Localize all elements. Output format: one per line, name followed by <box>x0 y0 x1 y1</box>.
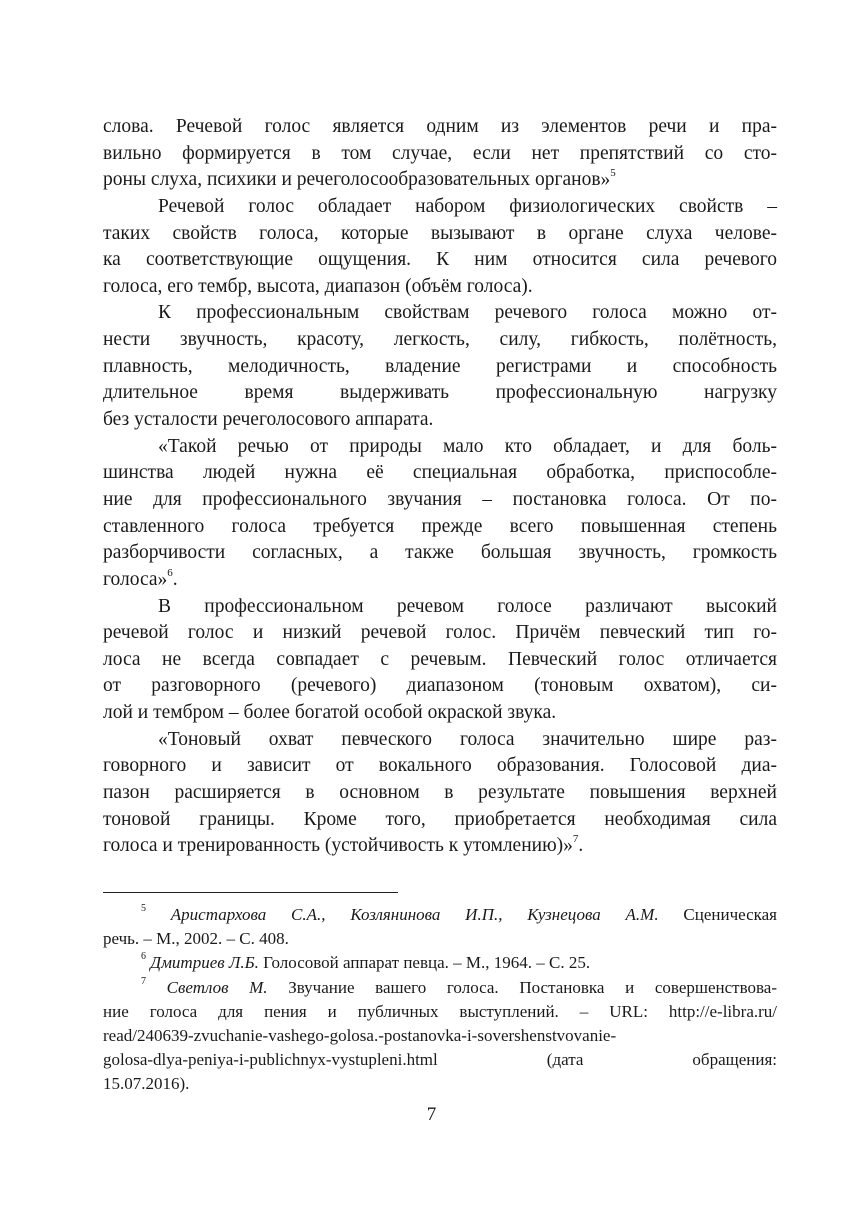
line-text: голоса, его тембр, высота, диапазон (объём голоса). <box>103 275 533 297</box>
text-line <box>103 1000 777 1024</box>
text-line <box>103 114 777 141</box>
line-text: ставленного голоса требуется прежде всего повышенная степень <box>103 515 777 537</box>
footnote-author: Дмитриев Л.Б. <box>150 953 259 973</box>
body-text <box>103 114 777 860</box>
line-text: шинства людей нужна её специальная обработка, приспособле- <box>103 462 777 484</box>
line-text: слова. Речевой голос является одним из элементов речи и пра- <box>103 116 777 137</box>
text-line <box>103 903 777 927</box>
line-text: 15.07.2016). <box>103 1074 190 1094</box>
text-line <box>103 673 777 700</box>
line-text: Сценическая <box>658 905 777 924</box>
text-line <box>103 927 777 951</box>
line-text: без усталости речеголосового аппарата. <box>103 409 434 431</box>
line-text: В профессиональном речевом голосе различают высокий <box>158 595 777 617</box>
text-line <box>103 780 777 807</box>
footnote-reference: 7 <box>572 833 579 846</box>
footnote <box>103 951 777 975</box>
line-text: лой и тембром – более богатой особой окраской звука. <box>103 702 557 724</box>
text-line <box>103 594 777 621</box>
line-text: длительное время выдерживать профессиональную нагрузку <box>103 382 777 404</box>
line-text: Звучание вашего голоса. Постановка и совершенствова- <box>267 977 777 997</box>
text-line <box>103 1048 777 1072</box>
line-text: голоса и тренированность (устойчивость к утомлению)» <box>103 835 573 857</box>
text-line <box>103 247 777 274</box>
line-text: тоновой границы. Кроме того, приобретается необходимая сила <box>103 808 777 830</box>
footnote-marker: 7 <box>141 975 146 987</box>
line-text: К профессиональным свойствам речевого голоса можно от- <box>158 302 777 324</box>
line-text: роны слуха, психики и речеголосообразовательных органов» <box>103 169 611 191</box>
text-line <box>103 434 777 461</box>
text-line <box>103 647 777 674</box>
line-text: golosa-dlya-peniya-i-publichnyx-vystupleni.html (дата обращения: <box>103 1050 777 1070</box>
text-line <box>103 567 777 594</box>
line-text: речевой голос и низкий речевой голос. Причём певческий тип го- <box>103 622 777 644</box>
footnote-marker: 6 <box>141 951 146 963</box>
punctuation: . <box>172 568 178 590</box>
line-text: нести звучность, красоту, легкость, силу, гибкость, полётность, <box>103 329 777 351</box>
line-text: лоса не всегда совпадает с речевым. Певческий голос отличается <box>103 648 777 670</box>
line-text: ние для профессионального звучания – постановка голоса. От по- <box>103 488 777 510</box>
line-text: пазон расширяется в основном в результате повышения верхней <box>103 782 777 804</box>
paragraph <box>103 434 777 594</box>
text-line <box>103 487 777 514</box>
line-text: разборчивости согласных, а также большая звучность, громкость <box>103 542 777 564</box>
text-line <box>103 514 777 541</box>
text-line <box>103 354 777 381</box>
footnote-reference: 6 <box>167 566 173 579</box>
text-line <box>103 620 777 647</box>
line-text: «Тоновый охват певческого голоса значительно шире раз- <box>158 728 777 750</box>
footnote-author: Светлов М. <box>166 977 268 997</box>
text-line <box>103 194 777 221</box>
text-line <box>103 727 777 754</box>
line-text: ние голоса для пения и публичных выступлений. – URL: http://e-libra.ru/ <box>103 1001 777 1021</box>
footnote-separator <box>103 892 398 893</box>
footnote <box>103 903 777 951</box>
line-text: таких свойств голоса, которые вызывают в органе слуха челове- <box>103 222 777 244</box>
text-line <box>103 407 777 434</box>
line-text: от разговорного (речевого) диапазоном (тоновым охватом), си- <box>103 675 777 697</box>
text-line <box>103 976 777 1000</box>
text-line <box>103 753 777 780</box>
footnote-marker: 5 <box>141 903 146 914</box>
footnote-reference: 5 <box>610 167 616 180</box>
text-line <box>103 540 777 567</box>
text-line <box>103 460 777 487</box>
text-line <box>103 274 777 301</box>
line-text: говорного и зависит от вокального образования. Голосовой диа- <box>103 755 777 777</box>
line-text: «Такой речью от природы мало кто обладает, и для боль- <box>158 435 777 457</box>
paragraph <box>103 727 777 860</box>
footnotes <box>103 903 777 1097</box>
paragraph <box>103 114 777 194</box>
text-line <box>103 807 777 834</box>
page-number: 7 <box>426 1104 437 1125</box>
line-text: вильно формируется в том случае, если нет препятствий со сто- <box>103 142 777 164</box>
text-line <box>103 221 777 248</box>
text-line <box>103 951 777 975</box>
punctuation: . <box>578 835 584 857</box>
line-text: ка соответствующие ощущения. К ним относится сила речевого <box>103 249 777 271</box>
text-line <box>103 1024 777 1048</box>
footnote-author: Аристархова С.А., Козлянинова И.П., Кузнецова А.М. <box>170 905 659 924</box>
line-text: речь. – М., 2002. – С. 408. <box>103 929 289 949</box>
text-line <box>103 833 777 860</box>
line-text: read/240639-zvuchanie-vashego-golosa.-postanovka-i-sovershenstvovanie- <box>103 1025 617 1045</box>
text-line <box>103 1072 777 1096</box>
line-text: голоса» <box>103 568 168 590</box>
text-line <box>103 300 777 327</box>
text-line <box>103 380 777 407</box>
paragraph <box>103 594 777 727</box>
text-line <box>103 327 777 354</box>
footnote <box>103 976 777 1097</box>
line-text: Речевой голос обладает набором физиологических свойств – <box>158 195 777 217</box>
line-text: плавность, мелодичность, владение регистрами и способность <box>103 355 777 377</box>
paragraph <box>103 194 777 301</box>
line-text: Голосовой аппарат певца. – М., 1964. – С. 25. <box>258 953 591 973</box>
text-line <box>103 700 777 727</box>
text-line <box>103 167 777 194</box>
text-line <box>103 141 777 168</box>
paragraph <box>103 300 777 433</box>
